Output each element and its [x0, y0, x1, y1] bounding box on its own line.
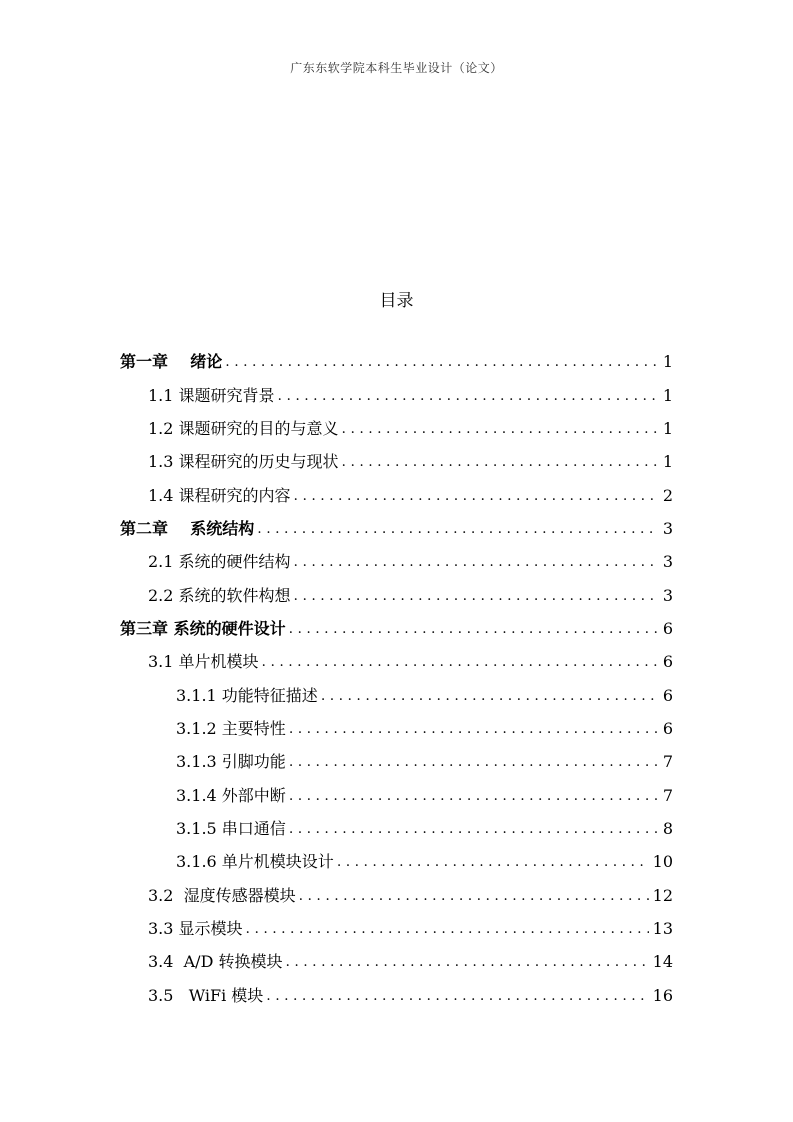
- toc-entry-label: 3.1.1 功能特征描述: [176, 686, 318, 705]
- toc-entry-page: 8: [662, 819, 673, 838]
- running-header: 广东东软学院本科生毕业设计（论文）: [290, 61, 503, 75]
- toc-entry-label: 3.5 WiFi 模块: [148, 986, 264, 1005]
- toc-entry-label: 3.1.4 外部中断: [176, 786, 286, 805]
- toc-leader-dots: [294, 581, 659, 611]
- toc-entry-3-4[interactable]: [148, 947, 673, 977]
- toc-entry-label: 第二章 系统结构: [120, 519, 255, 538]
- toc-entry-label: 3.1.2 主要特性: [176, 719, 286, 738]
- toc-entry-page: 14: [652, 952, 673, 971]
- toc-entry-page: 1: [662, 419, 673, 438]
- toc-entry-3-1-3[interactable]: [176, 747, 673, 777]
- toc-title: 目录: [379, 291, 414, 311]
- toc-leader-dots: [321, 681, 659, 711]
- toc-entry-page: 13: [652, 919, 673, 938]
- toc-entry-page: 1: [662, 452, 673, 471]
- toc-entry-page: 2: [662, 486, 673, 505]
- toc-entry-page: 6: [662, 719, 673, 738]
- toc-entry-label: 1.3 课程研究的历史与现状: [148, 452, 339, 471]
- toc-leader-dots: [294, 547, 659, 577]
- toc-entry-page: 16: [652, 986, 673, 1005]
- toc-leader-dots: [289, 714, 659, 744]
- toc-entry-3-1-6[interactable]: [176, 847, 673, 877]
- toc-entry-1-3[interactable]: [148, 447, 673, 477]
- toc-entry-chapter-1[interactable]: [120, 347, 673, 377]
- toc-entry-label: 3.1.3 引脚功能: [176, 752, 286, 771]
- toc-entry-page: 6: [662, 652, 673, 671]
- toc-entry-3-1-1[interactable]: [176, 681, 673, 711]
- toc-leader-dots: [342, 414, 659, 444]
- toc-entry-label: 3.4 A/D 转换模块: [148, 952, 283, 971]
- toc-entry-1-4[interactable]: [148, 481, 673, 511]
- toc-entry-label: 3.3 显示模块: [148, 919, 243, 938]
- toc-entry-page: 1: [662, 386, 673, 405]
- toc-entry-page: 1: [662, 352, 673, 371]
- toc-entry-3-5[interactable]: [148, 981, 673, 1011]
- toc-entry-label: 3.1.5 串口通信: [176, 819, 286, 838]
- toc-leader-dots: [289, 747, 659, 777]
- toc-entry-3-1[interactable]: [148, 647, 673, 677]
- toc-entry-label: 3.1.6 单片机模块设计: [176, 852, 334, 871]
- toc-entry-1-2[interactable]: [148, 414, 673, 444]
- toc-entry-chapter-3[interactable]: [120, 614, 673, 644]
- toc-entry-3-3[interactable]: [148, 914, 673, 944]
- toc-entry-label: 2.2 系统的软件构想: [148, 586, 291, 605]
- toc-entry-page: 10: [652, 852, 673, 871]
- toc-entry-3-1-4[interactable]: [176, 781, 673, 811]
- toc-entry-page: 7: [662, 786, 673, 805]
- toc-entry-label: 1.2 课题研究的目的与意义: [148, 419, 339, 438]
- toc-leader-dots: [289, 781, 659, 811]
- toc-entry-page: 12: [652, 886, 673, 905]
- toc-leader-dots: [342, 447, 659, 477]
- toc-entry-2-2[interactable]: [148, 581, 673, 611]
- toc-leader-dots: [289, 614, 659, 644]
- toc-leader-dots: [294, 481, 659, 511]
- toc-entry-page: 3: [662, 552, 673, 571]
- toc-entry-page: 6: [662, 619, 673, 638]
- toc-leader-dots: [278, 381, 659, 411]
- toc-entry-2-1[interactable]: [148, 547, 673, 577]
- toc-entry-3-1-5[interactable]: [176, 814, 673, 844]
- toc-entry-3-2[interactable]: [148, 881, 673, 911]
- toc-entry-label: 1.4 课程研究的内容: [148, 486, 291, 505]
- toc-leader-dots: [289, 814, 659, 844]
- toc-leader-dots: [246, 914, 649, 944]
- toc-leader-dots: [225, 347, 659, 377]
- toc-entry-page: 6: [662, 686, 673, 705]
- toc-entry-label: 1.1 课题研究背景: [148, 386, 275, 405]
- toc-entry-1-1[interactable]: [148, 381, 673, 411]
- toc-entry-label: 3.1 单片机模块: [148, 652, 259, 671]
- toc-leader-dots: [285, 947, 648, 977]
- toc-leader-dots: [266, 981, 648, 1011]
- toc-entry-label: 第一章 绪论: [120, 352, 223, 371]
- toc-entry-label: 2.1 系统的硬件结构: [148, 552, 291, 571]
- toc-leader-dots: [262, 647, 659, 677]
- toc-entry-label: 第三章 系统的硬件设计: [120, 619, 286, 638]
- toc-leader-dots: [257, 514, 659, 544]
- toc-entry-page: 3: [662, 586, 673, 605]
- toc-leader-dots: [299, 881, 649, 911]
- toc-entry-page: 7: [662, 752, 673, 771]
- toc-entry-3-1-2[interactable]: [176, 714, 673, 744]
- toc-leader-dots: [337, 847, 649, 877]
- toc-entry-page: 3: [662, 519, 673, 538]
- toc-entry-chapter-2[interactable]: [120, 514, 673, 544]
- toc-entry-label: 3.2 湿度传感器模块: [148, 886, 296, 905]
